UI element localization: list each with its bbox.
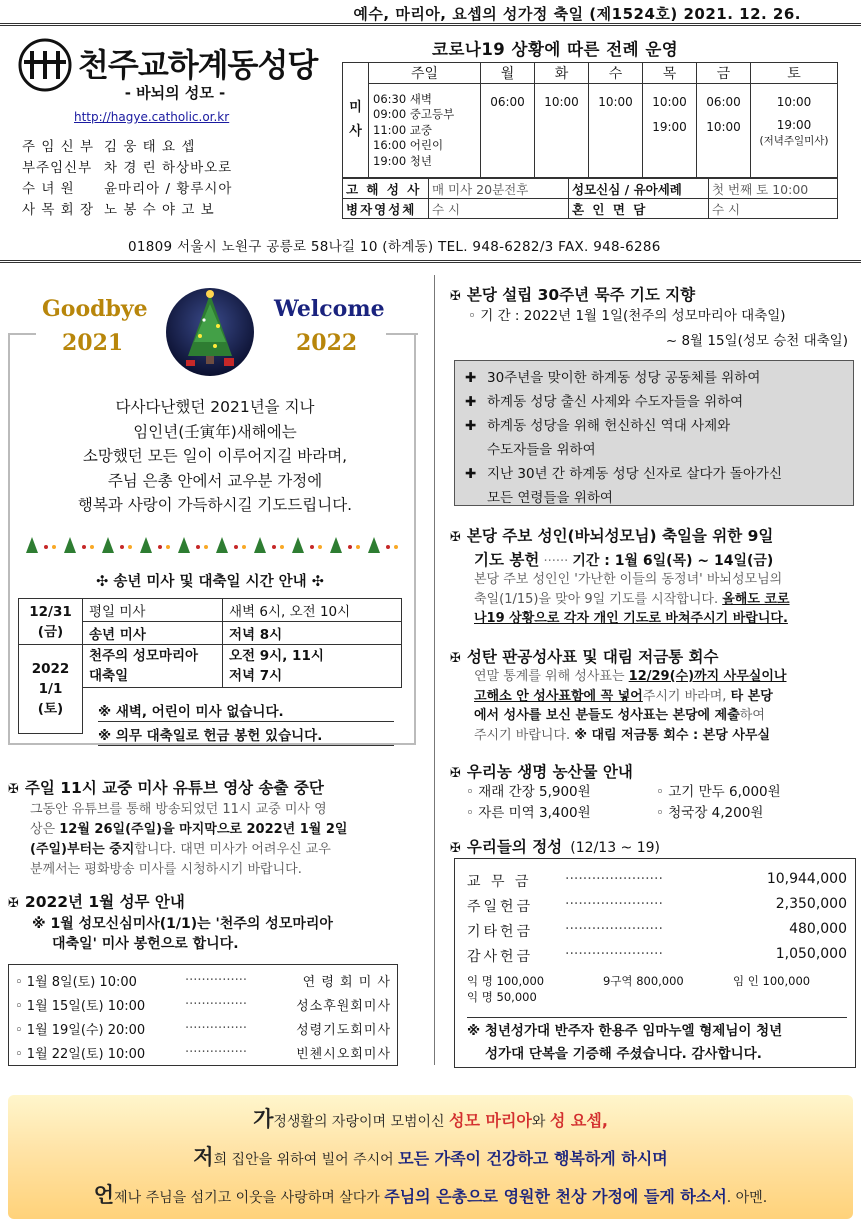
- prayer-line: 가정생활의 자랑이며 모범이신 성모 마리아와 성 요셉,: [253, 1107, 608, 1131]
- old-year: 2021: [62, 330, 124, 356]
- parish-address: 01809 서울시 노원구 공릉로 58나길 10 (하계동) TEL. 948-6282/3 FAX. 948-6286: [128, 239, 661, 255]
- marriage-value: 수 시: [709, 199, 838, 219]
- farm-items: [466, 782, 856, 824]
- new-year: 2022: [296, 330, 358, 356]
- parish-title: 천주교하계동성당: [78, 46, 318, 84]
- parish-subtitle: - 바뇌의 성모 -: [124, 84, 226, 102]
- list-item: ◦ 재래 간장 5,900원 ◦ 고기 만두 6,000원: [466, 784, 781, 800]
- youtube-body: 그동안 유튜브를 통해 방송되었던 11시 교중 미사 영 상은 12월 26일(주일)을 마지막으로 2022년 1월 2일 (주일)부터는 중지합니다. 대면 미사가 어려우신 교우 분께서는 평화방송 미사를 시청하시기 바랍니다.: [30, 802, 348, 877]
- mass-time: 저녁 8시: [223, 622, 402, 645]
- sick-label: 병자영성체: [343, 199, 429, 219]
- confession-value: 매 미사 20분전후: [429, 179, 569, 199]
- day-header: 주일: [369, 63, 481, 84]
- list-item: ✚ 30주년을 맞이한 하계동 성당 공동체를 위하여: [465, 370, 761, 386]
- baptism-label: 성모신심 / 유아세례: [569, 179, 709, 199]
- mass-time: 새벽 6시, 오전 10시: [223, 599, 402, 622]
- youtube-title: ✠ 주일 11시 교중 미사 유튜브 영상 송출 중단: [8, 779, 324, 797]
- list-item: ◦ 1월 19일(수) 20:00 ··············· 성령기도회미사: [15, 1020, 391, 1038]
- list-item: ◦ 1월 22일(토) 10:00 ··············· 빈첸시오회미사: [15, 1044, 391, 1062]
- anonymous-donations: 익 명 100,000 9구역 800,000 임 인 100,000: [467, 974, 811, 988]
- divider: [0, 260, 861, 263]
- list-item: ✚ 하계동 성당 출신 사제와 수도자들을 위하여: [465, 394, 744, 410]
- mass-time: 오전 9시, 11시 저녁 7시: [223, 645, 402, 688]
- day-header: 화: [535, 63, 589, 84]
- prayer-line: 언제나 주님을 섬기고 이웃을 사랑하며 살다가 주님의 은총으로 영원한 천상 가정에 들게 하소서. 아멘.: [93, 1183, 768, 1207]
- table-row: 기타헌금 ······················ 480,000: [467, 921, 847, 940]
- january-title: ✠ 2022년 1월 성무 안내: [8, 893, 185, 911]
- mass-name: 평일 미사: [83, 599, 223, 622]
- offering-title: ✠ 우리들의 정성 (12/13 ~ 19): [450, 838, 661, 856]
- offering-box: [454, 858, 856, 1068]
- january-events: [8, 964, 398, 1066]
- anniversary-period: ◦ 기 간 : 2022년 1월 1일(천주의 성모마리아 대축일) ~ 8월 15일(성모 승천 대축일): [468, 308, 848, 349]
- staff-list: [22, 137, 322, 221]
- date-cell: 2022 1/1 (토): [19, 645, 83, 734]
- novena-subtitle: 기도 봉헌 ······ 기간 : 1월 6일(목) ~ 14일(금): [474, 551, 774, 569]
- table-row: 감사헌금 ······················ 1,050,000: [467, 946, 847, 965]
- friday-times: 06:00 10:00: [697, 84, 751, 178]
- wednesday-times: 10:00: [589, 84, 643, 178]
- table-row: 교 무 금 ······················ 10,944,000: [467, 871, 847, 890]
- sunday-times: 06:30 새벽 09:00 중고등부 11:00 교중 16:00 어린이 19:00 청년: [369, 84, 481, 178]
- schedule-title: 코로나19 상황에 따른 전례 운영: [432, 40, 679, 59]
- sacrament-table: [342, 178, 838, 219]
- parish-url-link[interactable]: http://hagye.catholic.or.kr: [74, 110, 230, 124]
- farm-title: ✠ 우리농 생명 농산물 안내: [450, 763, 633, 781]
- list-item: ✚ 지난 30년 간 하계동 성당 신자로 살다가 돌아가신: [465, 466, 782, 482]
- novena-body: 본당 주보 성인인 '가난한 이들의 동정녀' 바뇌성모님의 축일(1/15)을 맞아 9일 기도를 시작합니다. 올해도 코로 나19 상황으로 각자 개인 기도로 바쳐주시기 바랍니다.: [474, 572, 790, 626]
- date-cell: 12/31 (금): [19, 599, 83, 645]
- mass-label: 미사: [343, 63, 369, 178]
- christmas-ornament-icon: [160, 280, 260, 380]
- sick-value: 수 시: [429, 199, 569, 219]
- day-header: 수: [589, 63, 643, 84]
- tuesday-times: 10:00: [535, 84, 589, 178]
- marriage-label: 혼 인 면 담: [569, 199, 709, 219]
- thanks-note: ※ 청년성가대 반주자 한용주 임마누엘 형제님이 청년 성가대 단복을 기증해 주셨습니다. 감사합니다.: [467, 1017, 847, 1066]
- tree-garland-icon: [22, 535, 402, 557]
- greeting-message: 다사다난했던 2021년을 지나 임인년(壬寅年)새해에는 소망했던 모든 일이 이루어지길 바라며, 주님 은총 안에서 교우분 가정에 행복과 사랑이 가득하시길 기도드립니다.: [77, 398, 353, 514]
- novena-title: ✠ 본당 주보 성인(바뇌성모님) 축일을 위한 9일: [450, 527, 774, 545]
- prayer-intentions: ✚ 30주년을 맞이한 하계동 성당 공동체를 위하여 ✚ 하계동 성당 출신 사제와 수도자들을 위하여 ✚ 하계동 성당을 위해 헌신하신 역대 사제와 수도자들을 위하여 ✚ 지난 30년 간 하계동 성당 신자로 살다가 돌아가신 모든 연령들을 위하여: [454, 360, 854, 506]
- year-end-title: ✣ 송년 미사 및 대축일 시간 안내 ✣: [96, 574, 324, 590]
- issue-header: [0, 0, 861, 26]
- card-title: ✠ 성탄 판공성사표 및 대림 저금통 회수: [450, 648, 719, 666]
- mass-schedule-table: [342, 62, 838, 178]
- confession-label: 고 해 성 사: [343, 179, 429, 199]
- staff-row: 수 녀 원 윤마리아 / 황루시아: [22, 181, 233, 197]
- saturday-times: 10:00 19:00 (저녁주일미사): [751, 84, 838, 178]
- welcome-label: Welcome: [274, 296, 385, 322]
- list-item: ◦ 자른 미역 3,400원 ◦ 청국장 4,200원: [466, 805, 764, 821]
- mass-name: 천주의 성모마리아 대축일: [83, 645, 223, 688]
- list-item: ◦ 1월 15일(토) 10:00 ··············· 성소후원회미사: [15, 996, 391, 1014]
- table-row: 주일헌금 ······················ 2,350,000: [467, 896, 847, 915]
- day-header: 월: [481, 63, 535, 84]
- thursday-times: 10:00 19:00: [643, 84, 697, 178]
- mass-name: 송년 미사: [83, 622, 223, 645]
- staff-row: 사 목 회 장 노 봉 수 야 고 보: [22, 202, 215, 218]
- card-body: 연말 통계를 위해 성사표는 12/29(수)까지 사무실이나 고해소 안 성사표함에 꼭 넣어주시기 바라며, 타 본당 에서 성사를 보신 분들도 성사표는 본당에 제출하여 주시기 바랍니다. ※ 대림 저금통 회수 : 본당 사무실: [474, 669, 787, 743]
- issue-line: 예수, 마리아, 요셉의 성가정 축일 (제1524호) 2021. 12. 26.: [353, 5, 801, 23]
- staff-row: 주 임 신 부 김 웅 태 요 셉: [22, 139, 196, 155]
- day-header: 금: [697, 63, 751, 84]
- anonymous-donation: 익 명 50,000: [467, 990, 537, 1004]
- family-prayer-banner: [8, 1095, 853, 1219]
- monday-times: 06:00: [481, 84, 535, 178]
- day-header: 목: [643, 63, 697, 84]
- list-item: ◦ 1월 8일(토) 10:00 ··············· 연 령 회 미 사: [15, 972, 391, 990]
- staff-row: 부주임신부 차 경 린 하상바오로: [22, 160, 233, 176]
- baptism-value: 첫 번째 토 10:00: [709, 179, 838, 199]
- january-note: ※ 1월 성모신심미사(1/1)는 '천주의 성모마리아 대축일' 미사 봉헌으로 합니다.: [32, 916, 333, 952]
- year-end-notes: ※ 새벽, 어린이 미사 없습니다. ※ 의무 대축일로 헌금 봉헌 있습니다.: [98, 698, 394, 746]
- list-item: ✚ 하계동 성당을 위해 헌신하신 역대 사제와: [465, 418, 731, 434]
- anniversary-title: ✠ 본당 설립 30주년 묵주 기도 지향: [450, 286, 696, 304]
- column-divider: [434, 275, 435, 1065]
- day-header: 토: [751, 63, 838, 84]
- goodbye-label: Goodbye: [42, 296, 148, 322]
- prayer-line: 저희 집안을 위하여 빌어 주시어 모든 가족이 건강하고 행복하게 하시며: [193, 1145, 668, 1169]
